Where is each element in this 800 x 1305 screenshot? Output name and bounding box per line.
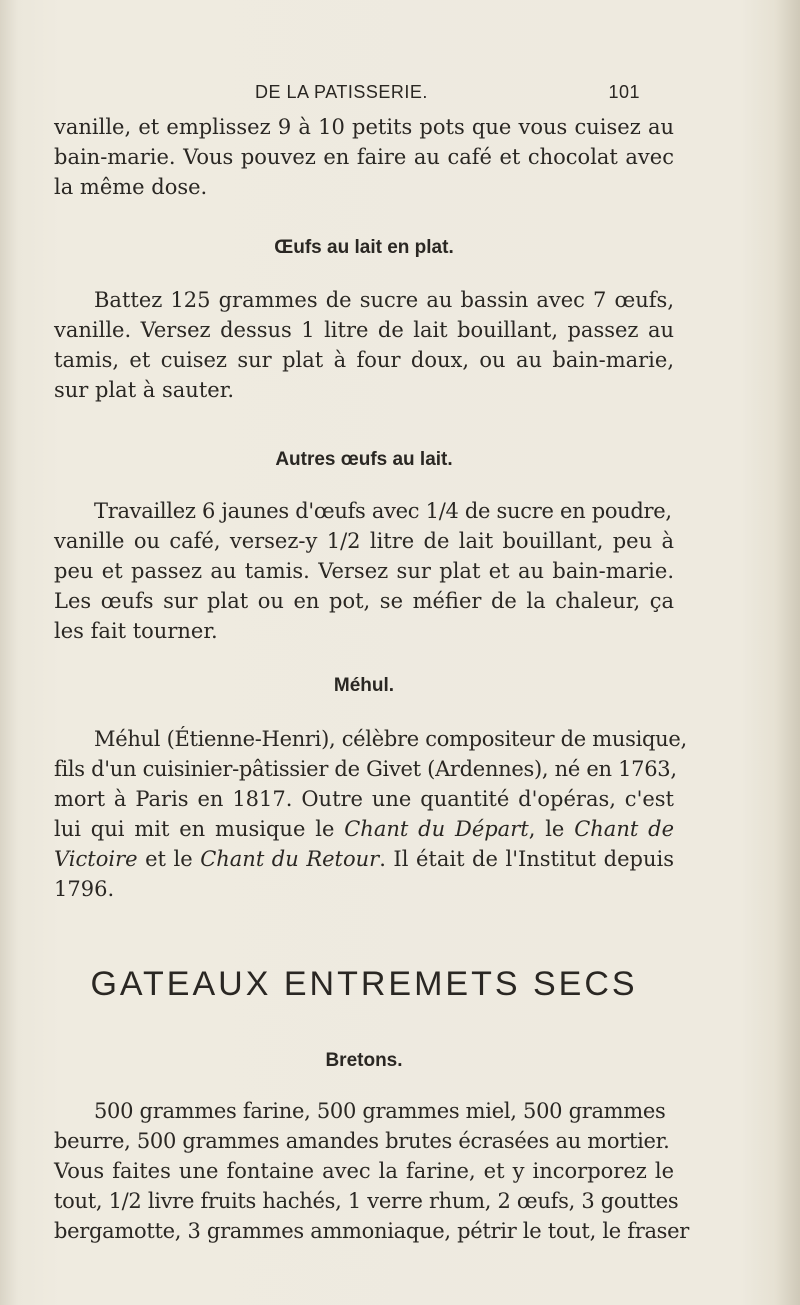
- page-number: 101: [608, 82, 640, 102]
- text-run: , le: [528, 817, 575, 841]
- song-title: Chant du Retour: [200, 847, 380, 871]
- bretons-paragraph: [54, 1096, 690, 1246]
- paragraph-line: vanille ou café, versez-y 1/2 litre de lait bouillant, peu à: [54, 529, 674, 553]
- song-title: Chant du Départ: [344, 817, 529, 841]
- intro-paragraph: [54, 112, 674, 202]
- recipe-title-autres-oeufs: Autres œufs au lait.: [275, 449, 453, 470]
- paragraph-line: mort à Paris en 1817. Outre une quantité d'opéras, c'est: [54, 787, 674, 811]
- intro-line: bain-marie. Vous pouvez en faire au café et chocolat avec: [54, 145, 674, 169]
- song-title: Victoire: [54, 847, 138, 871]
- paragraph-line: sur plat à sauter.: [54, 378, 235, 402]
- paragraph-line: beurre, 500 grammes amandes brutes écrasées au mortier.: [54, 1129, 670, 1153]
- paragraph-line: vanille. Versez dessus 1 litre de lait bouillant, passez au: [54, 318, 674, 342]
- paragraph-line: 1796.: [54, 877, 115, 901]
- paragraph-line: [54, 814, 674, 844]
- paragraph-line: Vous faites une fontaine avec la farine, et y incorporez le: [54, 1159, 674, 1183]
- paragraph-line: Méhul (Étienne-Henri), célèbre compositeur de musique,: [94, 727, 687, 751]
- text-run: lui qui mit en musique le: [54, 817, 345, 841]
- paragraph-line: bergamotte, 3 grammes ammoniaque, pétrir le tout, le fraser: [54, 1219, 690, 1243]
- section-title-gateaux: GATEAUX ENTREMETS SECS: [90, 965, 638, 1003]
- paragraph-line: peu et passez au tamis. Versez sur plat et au bain-marie.: [54, 559, 674, 583]
- paragraph-line: fils d'un cuisinier-pâtissier de Givet (Ardennes), né en 1763,: [54, 757, 677, 781]
- text-run: et le: [137, 847, 201, 871]
- recipe-title-oeufs-plat: Œufs au lait en plat.: [274, 237, 454, 258]
- song-title: Chant de: [574, 817, 675, 841]
- text-run: . Il était de l'Institut depuis: [379, 847, 674, 871]
- paragraph-line: tout, 1/2 livre fruits hachés, 1 verre rhum, 2 œufs, 3 gouttes: [54, 1189, 679, 1213]
- recipe-title-bretons: Bretons.: [325, 1050, 403, 1071]
- paragraph-line: Battez 125 grammes de sucre au bassin avec 7 œufs,: [94, 288, 674, 312]
- running-head-title: DE LA PATISSERIE.: [255, 82, 428, 102]
- autres-oeufs-paragraph: [54, 496, 674, 646]
- intro-line: vanille, et emplissez 9 à 10 petits pots que vous cuisez au: [54, 115, 674, 139]
- section-title-mehul: Méhul.: [333, 675, 395, 696]
- paragraph-line: tamis, et cuisez sur plat à four doux, ou au bain-marie,: [54, 348, 674, 372]
- paragraph-line: Les œufs sur plat ou en pot, se méfier de la chaleur, ça: [54, 589, 674, 613]
- oeufs-plat-paragraph: [54, 285, 674, 405]
- paragraph-line: 500 grammes farine, 500 grammes miel, 500 grammes: [94, 1099, 666, 1123]
- paragraph-line: les fait tourner.: [54, 619, 218, 643]
- intro-line: la même dose.: [54, 175, 208, 199]
- mehul-paragraph: [54, 724, 687, 904]
- paragraph-line: Travaillez 6 jaunes d'œufs avec 1/4 de sucre en poudre,: [94, 499, 672, 523]
- paragraph-line: [54, 844, 674, 874]
